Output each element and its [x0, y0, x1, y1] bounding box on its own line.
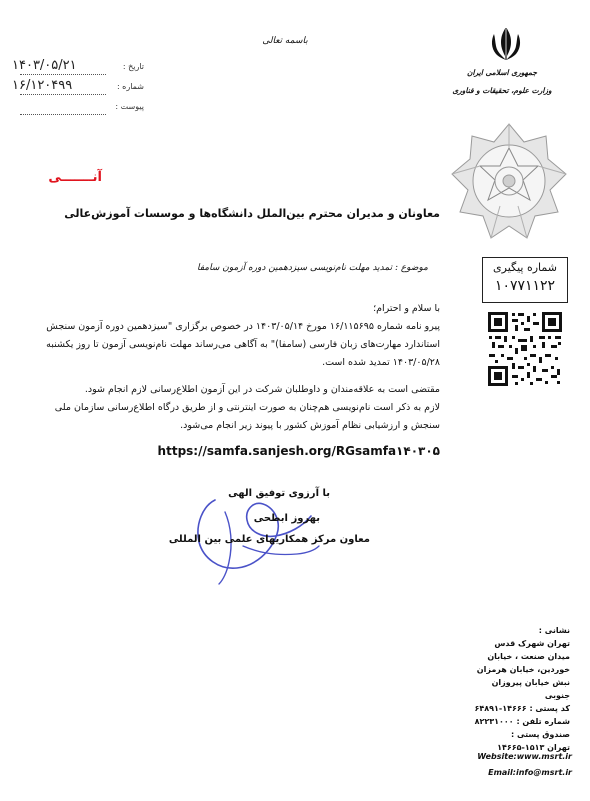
- decorative-rosette-icon: [450, 122, 568, 240]
- recipient-line: معاونان و مدیران محترم بین‌الملل دانشگاه‌ها و موسسات آموزش‌عالی: [64, 207, 440, 220]
- ministry-country-name: جمهوری اسلامی ایران: [466, 68, 538, 77]
- website-link[interactable]: Website:www.msrt.ir: [477, 752, 572, 761]
- bismillah: باسمه تعالی: [262, 36, 308, 46]
- signature-closing: با آرزوی توفیق الهی: [228, 488, 330, 499]
- iran-emblem-icon: [486, 24, 526, 64]
- signatory-title: معاون مرکز همکاریهای علمی بین المللی: [168, 534, 370, 545]
- address-line: خوردین، خیابان هرمزان: [476, 665, 570, 674]
- tracking-label: شماره پیگیری: [493, 261, 557, 274]
- postal-code: کد پستی : ۱۴۶۶۶-۶۴۸۹۱: [474, 704, 570, 713]
- paragraph-registration: لازم به ذکر است نام‌نویسی هم‌چنان به صورت اینترنتی و از طریق درگاه اطلاع‌رسانی سازمان ملی سنجش و ارزشیابی نظام آموزش کشور با پیوند زیر انجام می‌شود.: [54, 402, 440, 431]
- attachment-label: پیوست :: [115, 102, 144, 111]
- number-value: ۱۶/۱۲۰۴۹۹: [12, 78, 73, 93]
- date-value: ۱۴۰۳/۰۵/۲۱: [12, 58, 77, 73]
- phone-number: شماره تلفن : ۸۲۲۳۱۰۰۰: [474, 717, 570, 726]
- po-box-value: تهران ۱۵۱۳-۱۴۶۶۵: [497, 743, 570, 752]
- signatory-name: بهروز ابطحی: [253, 513, 320, 524]
- subject-line: موضوع : تمدید مهلت نام‌نویسی سیزدهمین دوره آزمون سامفا: [197, 263, 428, 273]
- paragraph-reference: پیرو نامه شماره ۱۶/۱۱۵۶۹۵ مورخ ۱۴۰۳/۰۵/۱۴ در خصوص برگزاری "سیزدهمین دوره آزمون سنجش استاندارد مهارت‌های زبان فارسی (سامفا)" به آگاهی می‌رساند مهلت نام‌نویسی آزمون تا روز یکشنبه ۱۴۰۳/۰۵/۲۸ تمدید شده است.: [46, 321, 440, 368]
- paragraph-notice: مقتضی است به علاقه‌مندان و داوطلبان شرکت در این آزمون اطلاع‌رسانی لازم انجام شود.: [84, 384, 440, 395]
- date-label: تاریخ :: [122, 62, 144, 71]
- address-line: تهران شهرک قدس: [494, 639, 570, 648]
- greeting: با سلام و احترام؛: [373, 303, 440, 314]
- address-line: نبش خیابان پیروزان جنوبی: [491, 678, 570, 700]
- urgency-label: آنـــــــی: [48, 170, 102, 185]
- attachment-field: [12, 100, 162, 118]
- po-box-label: صندوق پستی :: [510, 730, 570, 739]
- registration-link[interactable]: https://samfa.sanjesh.org/RGsamfa۱۴۰۳۰۵: [157, 444, 440, 458]
- qr-code: [487, 311, 563, 387]
- email-link[interactable]: Email:info@msrt.ir: [488, 768, 572, 777]
- address-block: [470, 624, 570, 754]
- tracking-number: ۱۰۷۷۱۱۲۲: [494, 278, 556, 294]
- date-field: [12, 60, 162, 78]
- number-field: [12, 80, 162, 98]
- number-label: شماره :: [116, 82, 144, 91]
- address-title: نشانی :: [538, 626, 570, 635]
- tracking-box: [482, 257, 568, 303]
- ministry-name: وزارت علوم، تحقیقات و فناوری: [452, 86, 552, 95]
- address-line: میدان صنعت ، خیابان: [487, 652, 570, 661]
